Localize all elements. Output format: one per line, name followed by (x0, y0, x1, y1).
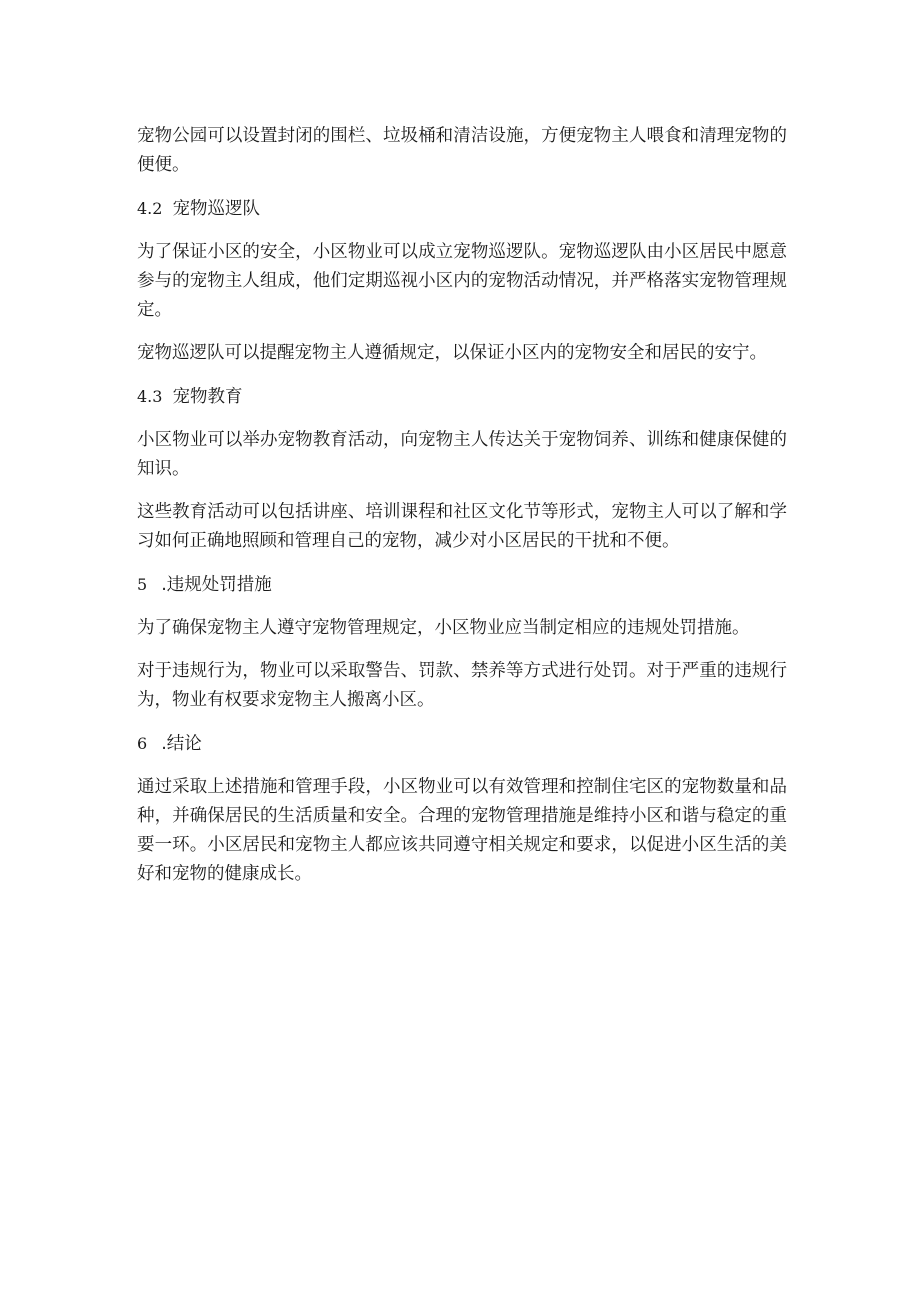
section-number: 4.3 (137, 387, 163, 406)
section-title: 宠物巡逻队 (172, 199, 260, 219)
paragraph-penalty-measures: 为了确保宠物主人遵守宠物管理规定，小区物业应当制定相应的违规处罚措施。 (137, 618, 750, 638)
paragraph-penalty-methods: 对于违规行为，物业可以采取警告、罚款、禁养等方式进行处罚。对于严重的违规行为，物业有权要求宠物主人搬离小区。 (137, 661, 787, 710)
section-title: .结论 (161, 734, 202, 754)
document-body (137, 122, 787, 903)
section-heading-4-3 (137, 382, 787, 412)
paragraph-education-activities: 这些教育活动可以包括讲座、培训课程和社区文化节等形式，宠物主人可以了解和学习如何正确地照顾和管理自己的宠物，减少对小区居民的干扰和不便。 (137, 502, 787, 551)
section-title: 宠物教育 (172, 387, 243, 407)
section-number: 6 (137, 734, 148, 753)
section-number: 4.2 (137, 199, 163, 218)
section-heading-5 (137, 570, 787, 600)
paragraph-pet-park-facilities: 宠物公园可以设置封闭的围栏、垃圾桶和清洁设施，方便宠物主人喂食和清理宠物的便便。 (137, 126, 787, 175)
section-title: .违规处罚措施 (161, 575, 272, 595)
section-heading-6 (137, 729, 787, 759)
paragraph-patrol-reminder: 宠物巡逻队可以提醒宠物主人遵循规定，以保证小区内的宠物安全和居民的安宁。 (137, 343, 767, 363)
paragraph-patrol-team: 为了保证小区的安全，小区物业可以成立宠物巡逻队。宠物巡逻队由小区居民中愿意参与的宠物主人组成，他们定期巡视小区内的宠物活动情况，并严格落实宠物管理规定。 (137, 242, 787, 320)
paragraph-pet-education: 小区物业可以举办宠物教育活动，向宠物主人传达关于宠物饲养、训练和健康保健的知识。 (137, 430, 787, 479)
section-heading-4-2 (137, 194, 787, 224)
section-number: 5 (137, 575, 148, 594)
paragraph-conclusion: 通过采取上述措施和管理手段，小区物业可以有效管理和控制住宅区的宠物数量和品种，并确保居民的生活质量和安全。合理的宠物管理措施是维持小区和谐与稳定的重要一环。小区居民和宠物主人都应该共同遵守相关规定和要求，以促进小区生活的美好和宠物的健康成长。 (137, 777, 787, 884)
